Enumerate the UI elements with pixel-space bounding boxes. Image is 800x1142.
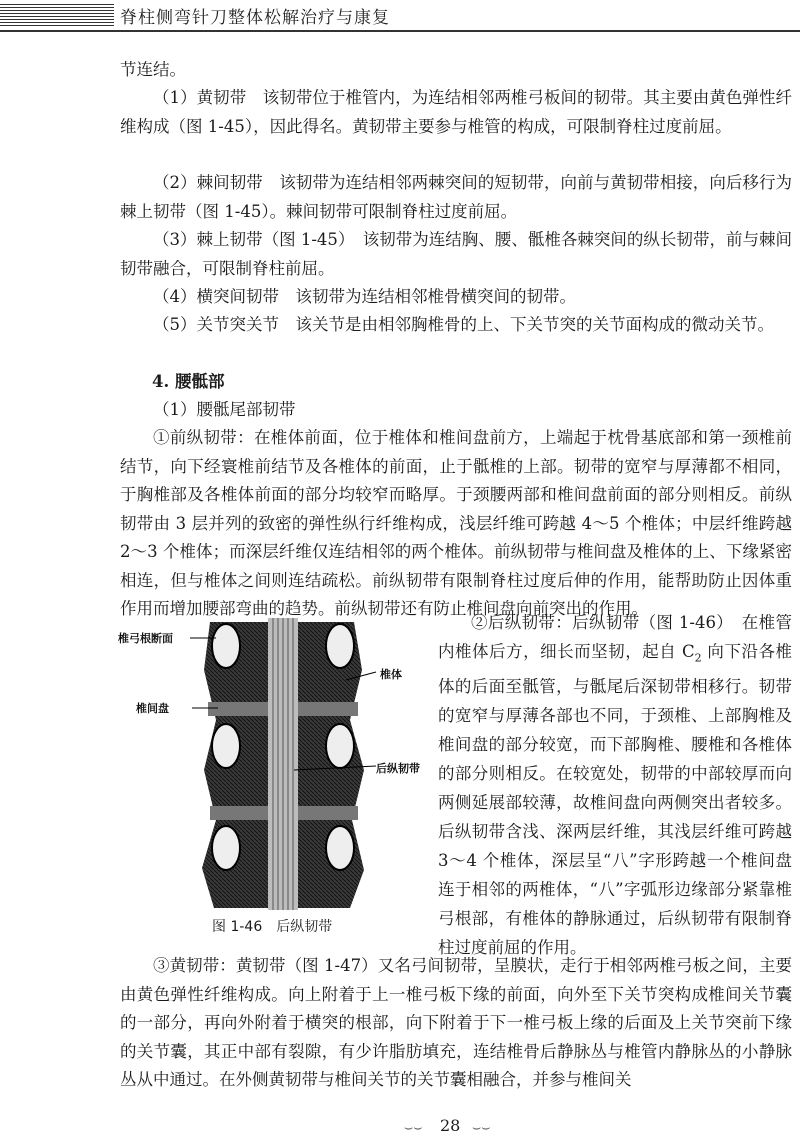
- paragraph-intertransverse-ligament: （4）横突间韧带 该韧带为连结相邻椎骨横突间的韧带。: [153, 287, 576, 306]
- side-text-part-a: ②后纵韧带：后纵韧带（图 1-46） 在椎管内椎体后方，细长而坚韧，起自 C: [438, 613, 792, 661]
- label-posterior-ligament: 后纵韧带: [376, 762, 420, 775]
- page-number: 28: [440, 1116, 461, 1135]
- running-header: [0, 0, 800, 36]
- footer-ornament-right-icon: ⌣⌣: [472, 1120, 491, 1136]
- side-text-subscript: 2: [694, 651, 702, 665]
- subsection-heading: （1）腰骶尾部韧带: [153, 400, 296, 419]
- label-vertebral-body: 椎体: [380, 668, 402, 681]
- paragraph-yellow-ligament: （1）黄韧带 该韧带位于椎管内，为连结相邻两椎弓板间的韧带。其主要由黄色弹性纤维构成（图 1-45），因此得名。黄韧带主要参与椎管的构成，可限制脊柱过度前屈。: [120, 88, 792, 136]
- paragraph-ligamentum-flavum: ③黄韧带：黄韧带（图 1-47）又名弓间韧带，呈膜状，走行于相邻两椎弓板之间，主要由黄色弹性纤维构成。向上附着于上一椎弓板下缘的前面，向外至下关节突构成椎间关节囊的一部分，再向外附着于横突的根部，向下附着于下一椎弓板上缘的后面及上关节突前下缘的关节囊，其正中部有裂隙，有少许脂肪填充，连结椎骨后静脉丛与椎管内静脉丛的小静脉丛从中通过。在外侧黄韧带与椎间关节的关节囊相融合，并参与椎间关: [120, 956, 792, 1089]
- paragraph-anterior-longitudinal-ligament: ①前纵韧带：在椎体前面，位于椎体和椎间盘前方，上端起于枕骨基底部和第一颈椎前结节，向下经寰椎前结节及各椎体的前面，止于骶椎的上部。韧带的宽窄与厚薄都不相同，于胸椎部及各椎体前面的部分均较窄而略厚。于颈腰两部和椎间盘前面的部分则相反。前纵韧带由 3 层并列的致密的弹性纵行纤维构成，浅层纤维可跨越 4～5 个椎体；中层纤维跨越 2～3 个椎体；而深层纤维仅连结相邻的两个椎体。前纵韧带与椎间盘及椎体的上、下缘紧密相连，但与椎体之间则连结疏松。前纵韧带有限制脊柱过度后伸的作用，能帮助防止因体重作用而增加腰部弯曲的趋势。前纵韧带还有防止椎间盘向前突出的作用。: [120, 428, 792, 618]
- paragraph-interspinous-ligament: （2）棘间韧带 该韧带为连结相邻两棘突间的短韧带，向前与黄韧带相接，向后移行为棘上韧带（图 1-45）。棘间韧带可限制脊柱过度前屈。: [120, 173, 792, 221]
- paragraph-posterior-longitudinal-ligament: [438, 608, 792, 962]
- page-footer: [0, 1112, 800, 1140]
- label-intervertebral-disc: 椎间盘: [136, 702, 169, 715]
- footer-ornament-left-icon: ⌣⌣: [404, 1120, 423, 1136]
- side-text-part-b: 向下沿各椎体的后面至骶管，与骶尾后深韧带相移行。韧带的宽窄与厚薄各部也不同，于颈椎、上部胸椎及椎间盘的部分较宽，而下部胸椎、腰椎和各椎体的部分则相反。在较宽处，韧带的中部较厚而向两侧延展部较薄，故椎间盘向两侧突出者较多。后纵韧带含浅、深两层纤维，其浅层纤维可跨越 3～4 个椎体，深层呈“八”字形跨越一个椎间盘连于相邻的两椎体，“八”字弧形边缘部分紧靠椎弓根部，有椎体的静脉通过，后纵韧带有限制脊柱过度前屈的作用。: [438, 642, 792, 958]
- figure-caption: 图 1-46 后纵韧带: [212, 919, 333, 935]
- section-heading: 4. 腰骶部: [152, 372, 225, 391]
- paragraph-continuation: 节连结。: [120, 60, 186, 79]
- paragraph-supraspinous-ligament: （3）棘上韧带（图 1-45） 该韧带为连结胸、腰、骶椎各棘突间的纵长韧带，前与棘间韧带融合，可限制脊柱前屈。: [120, 230, 792, 278]
- header-rule: [0, 30, 800, 32]
- figure-posterior-longitudinal-ligament: [118, 610, 430, 910]
- paragraph-facet-joint: （5）关节突关节 该关节是由相邻胸椎骨的上、下关节突的关节面构成的微动关节。: [153, 315, 774, 334]
- header-title: 脊柱侧弯针刀整体松解治疗与康复: [120, 8, 390, 28]
- header-decorative-lines: [0, 4, 114, 28]
- label-pedicle-section: 椎弓根断面: [118, 632, 173, 645]
